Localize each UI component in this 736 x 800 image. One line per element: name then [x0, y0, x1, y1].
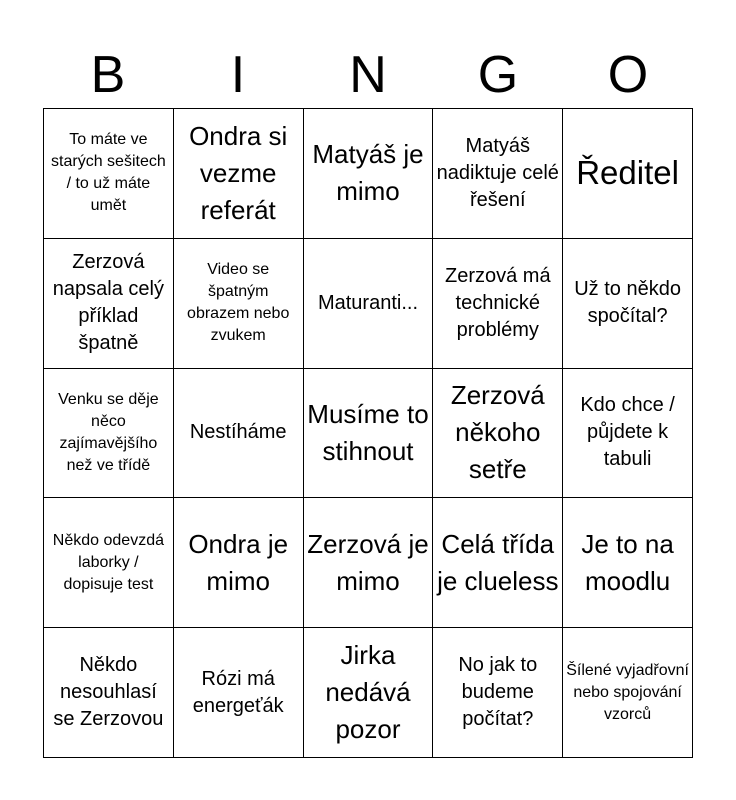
- bingo-cell-r1c4[interactable]: Matyáš nadiktuje celé řešení: [433, 109, 563, 239]
- bingo-cell-r2c2[interactable]: Video se špatným obrazem nebo zvukem: [174, 239, 304, 369]
- bingo-cell-r1c5[interactable]: Ředitel: [563, 109, 693, 239]
- header-letter-i: I: [230, 46, 246, 104]
- bingo-cell-r4c2[interactable]: Ondra je mimo: [174, 498, 304, 628]
- bingo-cell-r2c5[interactable]: Už to někdo spočítal?: [563, 239, 693, 369]
- bingo-cell-r5c1[interactable]: Někdo nesouhlasí se Zerzovou: [44, 628, 174, 758]
- bingo-cell-r2c4[interactable]: Zerzová má technické problémy: [433, 239, 563, 369]
- bingo-cell-r5c2[interactable]: Rózi má energeťák: [174, 628, 304, 758]
- header-letter-o: O: [607, 46, 649, 104]
- bingo-cell-r2c3[interactable]: Maturanti...: [304, 239, 434, 369]
- bingo-cell-r1c1[interactable]: To máte ve starých sešitech / to už máte umět: [44, 109, 174, 239]
- header-letter-g: G: [477, 46, 519, 104]
- bingo-cell-r3c5[interactable]: Kdo chce / půjdete k tabuli: [563, 369, 693, 499]
- bingo-cell-r4c4[interactable]: Celá třída je clueless: [433, 498, 563, 628]
- bingo-cell-r3c4[interactable]: Zerzová někoho setře: [433, 369, 563, 499]
- bingo-cell-r5c5[interactable]: Šílené vyjadřovní nebo spojování vzorců: [563, 628, 693, 758]
- bingo-cell-r3c3[interactable]: Musíme to stihnout: [304, 369, 434, 499]
- bingo-header: [43, 42, 693, 108]
- bingo-cell-r4c3[interactable]: Zerzová je mimo: [304, 498, 434, 628]
- bingo-cell-r2c1[interactable]: Zerzová napsala celý příklad špatně: [44, 239, 174, 369]
- bingo-grid: [43, 108, 693, 758]
- header-letter-b: B: [90, 46, 126, 104]
- bingo-cell-r1c2[interactable]: Ondra si vezme referát: [174, 109, 304, 239]
- bingo-cell-r5c4[interactable]: No jak to budeme počítat?: [433, 628, 563, 758]
- bingo-cell-r5c3[interactable]: Jirka nedává pozor: [304, 628, 434, 758]
- bingo-cell-r3c1[interactable]: Venku se děje něco zajímavějšího než ve třídě: [44, 369, 174, 499]
- bingo-cell-r1c3[interactable]: Matyáš je mimo: [304, 109, 434, 239]
- bingo-cell-r4c1[interactable]: Někdo odevzdá laborky / dopisuje test: [44, 498, 174, 628]
- header-letter-n: N: [349, 46, 387, 104]
- bingo-cell-r4c5[interactable]: Je to na moodlu: [563, 498, 693, 628]
- bingo-cell-r3c2[interactable]: Nestíháme: [174, 369, 304, 499]
